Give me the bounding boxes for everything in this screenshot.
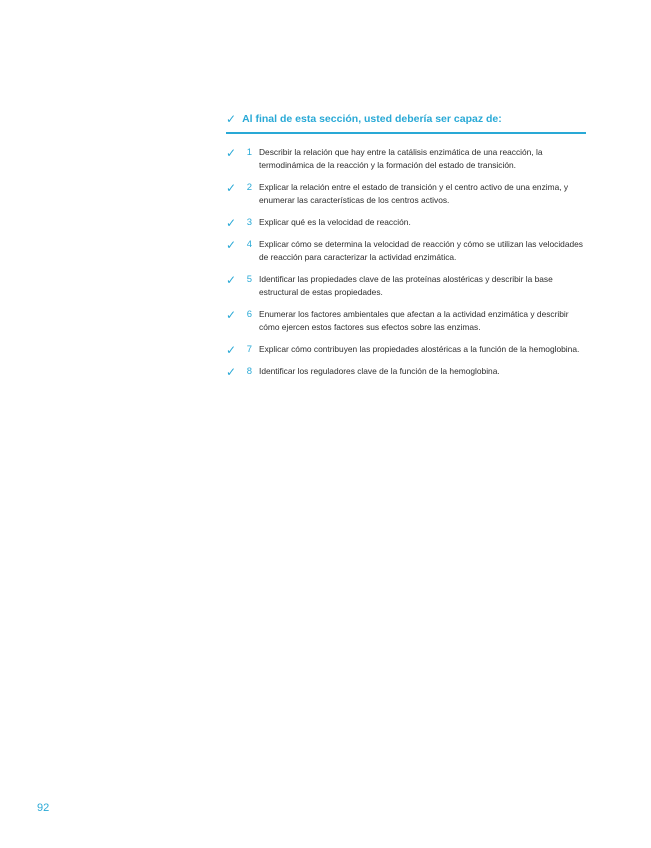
checkmark-icon: ✓: [226, 146, 237, 160]
checkmark-icon: ✓: [226, 365, 237, 379]
objective-number: 1: [246, 147, 252, 158]
objective-number: 2: [246, 182, 252, 193]
objectives-header: [226, 113, 586, 134]
checkmark-icon: ✓: [226, 343, 237, 357]
objective-text: Identificar las propiedades clave de las proteínas alostéricas y describir la base estructural de estas propiedades.: [259, 274, 553, 297]
objective-item-1: [226, 146, 586, 172]
objective-item-3: [226, 216, 586, 229]
checkmark-icon: ✓: [226, 216, 237, 230]
objective-item-2: [226, 181, 586, 207]
objective-text: Explicar qué es la velocidad de reacción.: [259, 217, 411, 227]
objective-text: Identificar los reguladores clave de la función de la hemoglobina.: [259, 366, 500, 376]
objective-item-5: [226, 273, 586, 299]
checkmark-icon: ✓: [226, 181, 237, 195]
objective-number: 6: [246, 309, 252, 320]
objective-number: 4: [246, 239, 252, 250]
objective-text: Explicar cómo contribuyen las propiedades alostéricas a la función de la hemoglobina.: [259, 344, 580, 354]
objective-number: 3: [246, 217, 252, 228]
objective-item-8: [226, 365, 586, 378]
checkmark-icon: ✓: [226, 308, 237, 322]
learning-objectives: [226, 113, 586, 387]
objectives-title: Al final de esta sección, usted debería ser capaz de:: [242, 113, 502, 125]
checkmark-icon: ✓: [226, 112, 237, 126]
objective-text: Enumerar los factores ambientales que afectan a la actividad enzimática y describir cómo ejercen estos factores sus efectos sobre las enzimas.: [259, 309, 569, 332]
checkmark-icon: ✓: [226, 273, 237, 287]
objective-number: 5: [246, 274, 252, 285]
objective-text: Explicar cómo se determina la velocidad de reacción y cómo se utilizan las velocidades de reacción para caracterizar la actividad enzimática.: [259, 239, 583, 262]
objectives-list: [226, 146, 586, 378]
objective-number: 8: [246, 366, 252, 377]
objective-item-7: [226, 343, 586, 356]
objective-item-6: [226, 308, 586, 334]
objective-number: 7: [246, 344, 252, 355]
objective-text: Describir la relación que hay entre la catálisis enzimática de una reacción, la termodinámica de la reacción y la formación del estado de transición.: [259, 147, 543, 170]
page-number: 92: [37, 802, 50, 814]
objective-item-4: [226, 238, 586, 264]
checkmark-icon: ✓: [226, 238, 237, 252]
objective-text: Explicar la relación entre el estado de transición y el centro activo de una enzima, y enumerar las características de los centros activos.: [259, 182, 569, 205]
